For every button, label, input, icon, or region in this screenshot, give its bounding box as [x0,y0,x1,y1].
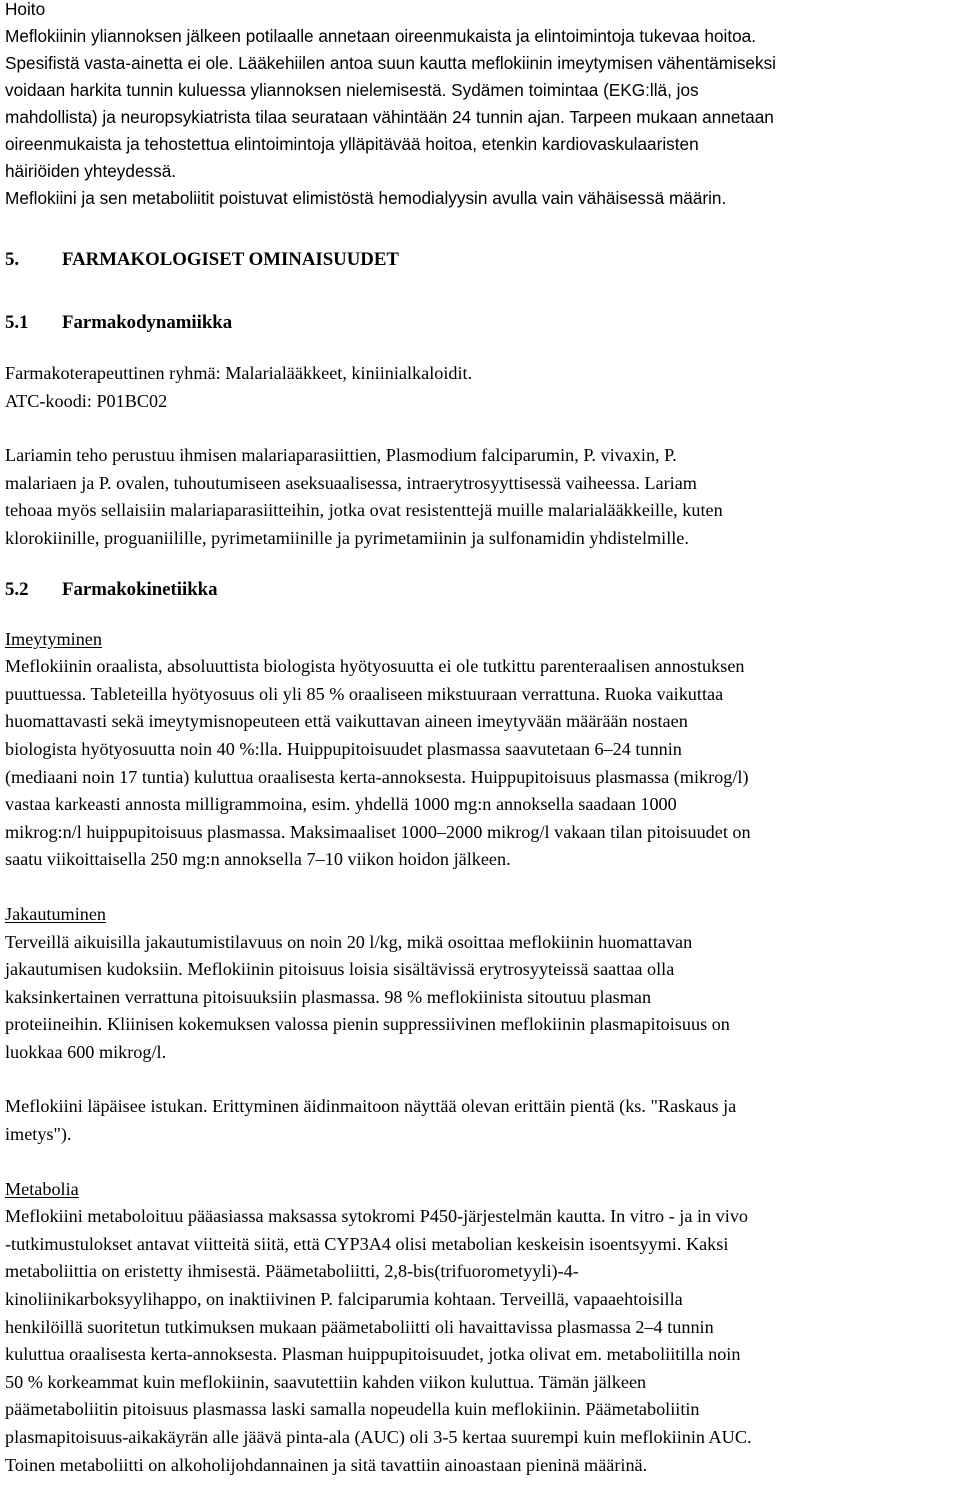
section-number: 5. [5,249,20,270]
jakautuminen-line: kaksinkertainen verrattuna pitoisuuksiin plasmassa. 98 % meflokiinista sitoutuu plasman [5,986,652,1007]
metabolia-line: henkilöillä suoritetun tutkimuksen mukaan päämetaboliitti oli havaittavissa plasmassa 2–4 tunnin [5,1316,714,1337]
hoito-line: Meflokiini ja sen metaboliitit poistuvat elimistöstä hemodialyysin avulla vain vähäisessä määrin. [5,188,727,208]
imeytyminen-line: mikrog:n/l huippupitoisuus plasmassa. Maksimaaliset 1000–2000 mikrog/l vakaan tilan pitoisuudet on [5,821,751,842]
hoito-line: oireenmukaista ja tehostettua elintoimintoja ylläpitävää hoitoa, etenkin kardiovaskulaaristen [5,134,699,154]
imeytyminen-line: saatu viikoittaisella 250 mg:n annoksella 7–10 viikon hoidon jälkeen. [5,849,511,870]
section-number: 5.1 [5,312,29,333]
imeytyminen-line: Meflokiinin oraalista, absoluuttista biologista hyötyosuutta ei ole tutkittu parenteraalisen annostuksen [5,656,745,677]
section-5-2-heading [5,576,955,603]
metabolia-line: kuluttua oraalisesta kerta-annoksesta. Plasman huippupitoisuudet, jotka olivat em. metaboliitilla noin [5,1344,741,1365]
jakautuminen-line: jakautumisen kudoksiin. Meflokiinin pitoisuus loisia sisältävissä erytrosyyteissä saattaa olla [5,959,675,980]
farmakodynamiikka-line: Lariamin teho perustuu ihmisen malariaparasiittien, Plasmodium falciparumin, P. vivaxin, P. [5,445,677,466]
farmakokinetiikka-body [5,626,955,1480]
section-number: 5.2 [5,578,29,600]
hoito-line: Spesifistä vasta-ainetta ei ole. Lääkehiilen antoa suun kautta meflokiinin imeytymisen vähentämiseksi [5,53,776,73]
section-title: FARMAKOLOGISET OMINAISUUDET [62,249,399,270]
istukka-line: imetys"). [5,1124,72,1145]
imeytyminen-line: puuttuessa. Tableteilla hyötyosuus oli yli 85 % oraaliseen mikstuuraan verrattuna. Ruoka vaikuttaa [5,683,724,704]
jakautuminen-line: proteiineihin. Kliinisen kokemuksen valossa pienin suppressiivinen meflokiinin plasmapitoisuus on [5,1014,730,1035]
hoito-line: voidaan harkita tunnin kuluessa yliannoksen nielemisestä. Sydämen toimintaa (EKG:llä, jos [5,80,699,100]
farmakodynamiikka-line: malariaen ja P. ovalen, tuhoutumiseen aseksuaalisessa, intraerytrosyyttisessä vaiheessa. Lariam [5,472,697,493]
hoito-line: Meflokiinin yliannoksen jälkeen potilaalle annetaan oireenmukaista ja elintoimintoja tukevaa hoitoa. [5,26,756,46]
hoito-line: mahdollista) ja neuropsykiatrista tilaa seurataan vähintään 24 tunnin ajan. Tarpeen mukaan annetaan [5,107,774,127]
section-5-1-heading [5,309,955,336]
imeytyminen-line: vastaa karkeasti annosta milligrammoina, esim. yhdellä 1000 mg:n annoksella saadaan 1000 [5,794,677,815]
metabolia-line: plasmapitoisuus-aikakäyrän alle jäävä pinta-ala (AUC) oli 3-5 kertaa suurempi kuin meflokiinin AUC. [5,1427,752,1447]
imeytyminen-line: biologista hyötyosuutta noin 40 %:lla. Huippupitoisuudet plasmassa saavutetaan 6–24 tunnin [5,738,682,759]
farmakodynamiikka-line: klorokiinille, proguaniilille, pyrimetamiinille ja pyrimetamiinin ja sulfonamidin yhdistelmille. [5,527,689,548]
atc-code: ATC-koodi: P01BC02 [5,390,168,411]
metabolia-heading: Metabolia [5,1178,79,1199]
jakautuminen-line: Terveillä aikuisilla jakautumistilavuus on noin 20 l/kg, mikä osoittaa meflokiinin huomattavan [5,931,693,952]
hoito-title: Hoito [5,0,46,19]
metabolia-line: päämetaboliitin pitoisuus plasmassa laski samalla nopeudella kuin meflokiinin. Päämetaboliitin [5,1399,700,1420]
metabolia-line: kinoliinikarboksyylihappo, on inaktiivinen P. falciparumia kohtaan. Terveillä, vapaaehtoisilla [5,1289,683,1310]
metabolia-line: 50 % korkeammat kuin meflokiinin, saavutettiin kahden viikon kuluttua. Tämän jälkeen [5,1371,647,1392]
farmakodynamiikka-line: tehoaa myös sellaisiin malariaparasiitteihin, jotka ovat resistenttejä muille malarialääkkeille, kuten [5,500,723,521]
pharmacotherapeutic-group: Farmakoterapeuttinen ryhmä: Malarialääkkeet, kiniinialkaloidit. [5,363,473,383]
hoito-section [5,0,955,212]
section-title: Farmakokinetiikka [62,578,218,600]
imeytyminen-line: huomattavasti sekä imeytymisnopeuteen että vaikuttavan aineen imeytyvään määrään nostaen [5,711,688,732]
metabolia-line: Toinen metaboliitti on alkoholijohdannainen ja sitä tavattiin ainoastaan pieninä määrinä. [5,1454,648,1475]
imeytyminen-line: (mediaani noin 17 tuntia) kuluttua oraalisesta kerta-annoksesta. Huippupitoisuus plasmassa (mikrog/l) [5,766,749,787]
section-5-heading [5,246,955,273]
istukka-line: Meflokiini läpäisee istukan. Erittyminen äidinmaitoon näyttää olevan erittäin pientä (ks. "Raskaus ja [5,1096,737,1117]
metabolia-line: Meflokiini metaboloituu pääasiassa maksassa sytokromi P450-järjestelmän kautta. In vitro - ja in vivo [5,1206,749,1227]
document-page [5,0,955,1479]
hoito-line: häiriöiden yhteydessä. [5,161,177,181]
metabolia-line: -tutkimustulokset antavat viitteitä siitä, että CYP3A4 olisi metabolian keskeisin isoentsyymi. Kaksi [5,1233,729,1254]
imeytyminen-heading: Imeytyminen [5,628,102,649]
farmakodynamiikka-body [5,360,955,553]
metabolia-line: metaboliittia on eristetty ihmisestä. Päämetaboliitti, 2,8-bis(trifuorometyyli)-4- [5,1261,579,1282]
jakautuminen-line: luokkaa 600 mikrog/l. [5,1041,167,1062]
section-title: Farmakodynamiikka [62,312,233,333]
jakautuminen-heading: Jakautuminen [5,903,107,924]
